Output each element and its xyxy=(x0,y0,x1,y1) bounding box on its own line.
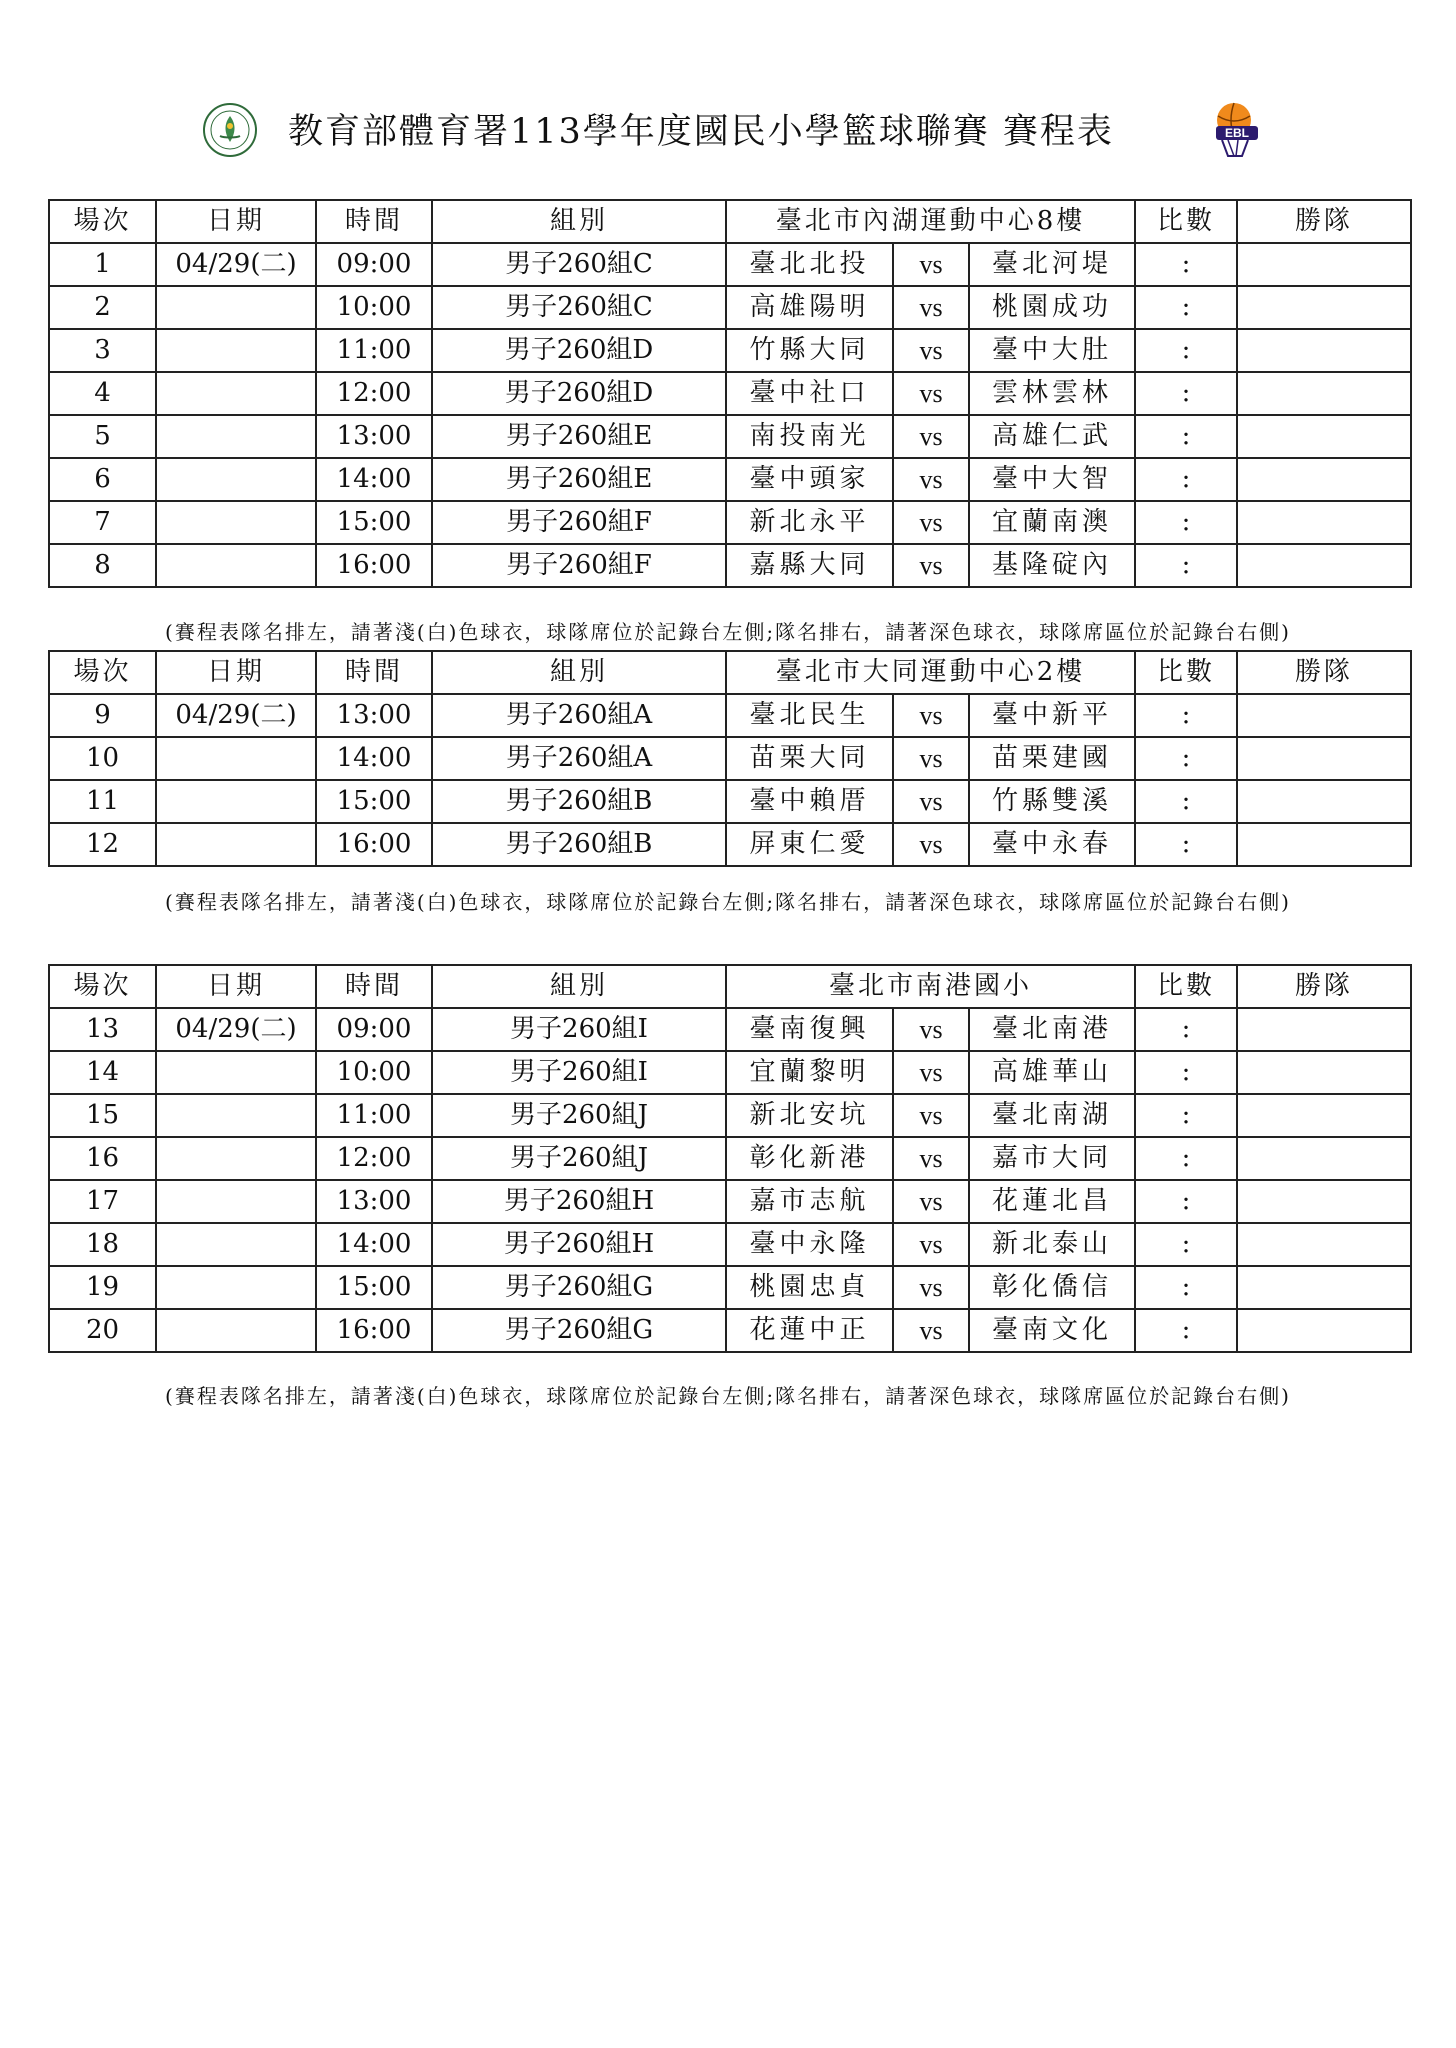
score-cell: : xyxy=(1135,458,1237,501)
match-date xyxy=(156,415,316,458)
winner-cell xyxy=(1237,415,1411,458)
score-cell: : xyxy=(1135,823,1237,866)
table-row xyxy=(49,1180,1411,1223)
match-no: 9 xyxy=(49,694,156,737)
away-team: 苗栗建國 xyxy=(969,737,1135,780)
home-team: 臺南復興 xyxy=(726,1008,893,1051)
schedule-table-2 xyxy=(48,650,1412,867)
table-row xyxy=(49,1051,1411,1094)
match-no: 10 xyxy=(49,737,156,780)
vs-label: vs xyxy=(893,1051,969,1094)
header-winner: 勝隊 xyxy=(1237,965,1411,1008)
match-time: 12:00 xyxy=(316,1137,432,1180)
vs-label: vs xyxy=(893,1008,969,1051)
header-no: 場次 xyxy=(49,651,156,694)
vs-label: vs xyxy=(893,372,969,415)
home-team: 高雄陽明 xyxy=(726,286,893,329)
away-team: 宜蘭南澳 xyxy=(969,501,1135,544)
match-group: 男子260組H xyxy=(432,1223,726,1266)
home-team: 宜蘭黎明 xyxy=(726,1051,893,1094)
vs-label: vs xyxy=(893,1266,969,1309)
winner-cell xyxy=(1237,458,1411,501)
score-cell: : xyxy=(1135,372,1237,415)
schedule-table-1 xyxy=(48,199,1412,588)
vs-label: vs xyxy=(893,501,969,544)
away-team: 高雄仁武 xyxy=(969,415,1135,458)
header-score: 比數 xyxy=(1135,965,1237,1008)
home-team: 臺中社口 xyxy=(726,372,893,415)
score-cell: : xyxy=(1135,544,1237,587)
match-date xyxy=(156,780,316,823)
table-row xyxy=(49,501,1411,544)
winner-cell xyxy=(1237,823,1411,866)
table-row xyxy=(49,329,1411,372)
match-time: 16:00 xyxy=(316,544,432,587)
vs-label: vs xyxy=(893,1180,969,1223)
header-venue: 臺北市南港國小 xyxy=(726,965,1135,1008)
away-team: 高雄華山 xyxy=(969,1051,1135,1094)
winner-cell xyxy=(1237,1223,1411,1266)
score-cell: : xyxy=(1135,1266,1237,1309)
home-team: 屏東仁愛 xyxy=(726,823,893,866)
score-cell: : xyxy=(1135,1094,1237,1137)
table-row xyxy=(49,286,1411,329)
match-no: 6 xyxy=(49,458,156,501)
header-no: 場次 xyxy=(49,965,156,1008)
winner-cell xyxy=(1237,1309,1411,1352)
score-cell: : xyxy=(1135,415,1237,458)
match-group: 男子260組C xyxy=(432,243,726,286)
home-team: 南投南光 xyxy=(726,415,893,458)
match-date xyxy=(156,823,316,866)
match-group: 男子260組D xyxy=(432,329,726,372)
match-group: 男子260組J xyxy=(432,1137,726,1180)
match-group: 男子260組A xyxy=(432,694,726,737)
header-winner: 勝隊 xyxy=(1237,200,1411,243)
home-team: 臺中頭家 xyxy=(726,458,893,501)
match-date xyxy=(156,329,316,372)
ebl-logo-text xyxy=(1225,126,1249,140)
match-time: 13:00 xyxy=(316,694,432,737)
table-row xyxy=(49,1223,1411,1266)
away-team: 臺北南港 xyxy=(969,1008,1135,1051)
header-winner: 勝隊 xyxy=(1237,651,1411,694)
match-no: 7 xyxy=(49,501,156,544)
vs-label: vs xyxy=(893,1309,969,1352)
header-time: 時間 xyxy=(316,200,432,243)
table-header-row xyxy=(49,200,1411,243)
match-group: 男子260組G xyxy=(432,1266,726,1309)
ebl-logo-icon xyxy=(1208,100,1266,158)
header-no: 場次 xyxy=(49,200,156,243)
match-no: 18 xyxy=(49,1223,156,1266)
match-date xyxy=(156,1094,316,1137)
home-team: 嘉市志航 xyxy=(726,1180,893,1223)
vs-label: vs xyxy=(893,243,969,286)
match-no: 19 xyxy=(49,1266,156,1309)
match-date xyxy=(156,372,316,415)
away-team: 彰化僑信 xyxy=(969,1266,1135,1309)
winner-cell xyxy=(1237,780,1411,823)
match-date: 04/29(二) xyxy=(156,1008,316,1051)
home-team: 臺中賴厝 xyxy=(726,780,893,823)
match-group: 男子260組A xyxy=(432,737,726,780)
vs-label: vs xyxy=(893,286,969,329)
match-group: 男子260組E xyxy=(432,415,726,458)
match-no: 15 xyxy=(49,1094,156,1137)
match-time: 16:00 xyxy=(316,1309,432,1352)
match-date xyxy=(156,737,316,780)
away-team: 臺中新平 xyxy=(969,694,1135,737)
jersey-note: (賽程表隊名排左，請著淺(白)色球衣，球隊席位於記錄台左側;隊名排右，請著深色球衣，球隊席區位於記錄台右側) xyxy=(165,1384,1291,1408)
match-date: 04/29(二) xyxy=(156,243,316,286)
table-row xyxy=(49,243,1411,286)
home-team: 苗栗大同 xyxy=(726,737,893,780)
away-team: 新北泰山 xyxy=(969,1223,1135,1266)
header-venue: 臺北市大同運動中心2樓 xyxy=(726,651,1135,694)
match-no: 8 xyxy=(49,544,156,587)
winner-cell xyxy=(1237,1180,1411,1223)
score-cell: : xyxy=(1135,694,1237,737)
score-cell: : xyxy=(1135,1008,1237,1051)
match-date xyxy=(156,286,316,329)
winner-cell xyxy=(1237,329,1411,372)
match-time: 10:00 xyxy=(316,286,432,329)
vs-label: vs xyxy=(893,544,969,587)
table-row xyxy=(49,823,1411,866)
winner-cell xyxy=(1237,1008,1411,1051)
table-row xyxy=(49,1266,1411,1309)
match-date xyxy=(156,1051,316,1094)
winner-cell xyxy=(1237,243,1411,286)
score-cell: : xyxy=(1135,1180,1237,1223)
home-team: 花蓮中正 xyxy=(726,1309,893,1352)
table-row xyxy=(49,544,1411,587)
match-group: 男子260組H xyxy=(432,1180,726,1223)
score-cell: : xyxy=(1135,1309,1237,1352)
jersey-note: (賽程表隊名排左，請著淺(白)色球衣，球隊席位於記錄台左側;隊名排右，請著深色球衣，球隊席區位於記錄台右側) xyxy=(165,620,1291,644)
table-header-row xyxy=(49,965,1411,1008)
match-no: 11 xyxy=(49,780,156,823)
match-time: 15:00 xyxy=(316,501,432,544)
score-cell: : xyxy=(1135,501,1237,544)
svg-text:EBL: EBL xyxy=(1225,126,1249,140)
table-row xyxy=(49,1094,1411,1137)
match-time: 12:00 xyxy=(316,372,432,415)
home-team: 臺中永隆 xyxy=(726,1223,893,1266)
header-group: 組別 xyxy=(432,200,726,243)
match-group: 男子260組B xyxy=(432,780,726,823)
match-no: 2 xyxy=(49,286,156,329)
score-cell: : xyxy=(1135,780,1237,823)
score-cell: : xyxy=(1135,286,1237,329)
away-team: 臺北南湖 xyxy=(969,1094,1135,1137)
vs-label: vs xyxy=(893,823,969,866)
match-no: 12 xyxy=(49,823,156,866)
match-no: 14 xyxy=(49,1051,156,1094)
vs-label: vs xyxy=(893,1223,969,1266)
match-time: 16:00 xyxy=(316,823,432,866)
table-row xyxy=(49,694,1411,737)
match-date xyxy=(156,501,316,544)
page-title: 教育部體育署113學年度國民小學籃球聯賽 賽程表 xyxy=(288,112,1114,152)
score-cell: : xyxy=(1135,243,1237,286)
home-team: 竹縣大同 xyxy=(726,329,893,372)
header-group: 組別 xyxy=(432,965,726,1008)
away-team: 臺中永春 xyxy=(969,823,1135,866)
match-time: 11:00 xyxy=(316,1094,432,1137)
table-row xyxy=(49,415,1411,458)
header-venue: 臺北市內湖運動中心8樓 xyxy=(726,200,1135,243)
away-team: 花蓮北昌 xyxy=(969,1180,1135,1223)
match-time: 14:00 xyxy=(316,458,432,501)
table-row xyxy=(49,1309,1411,1352)
jersey-note: (賽程表隊名排左，請著淺(白)色球衣，球隊席位於記錄台左側;隊名排右，請著深色球衣，球隊席區位於記錄台右側) xyxy=(165,890,1291,914)
match-group: 男子260組C xyxy=(432,286,726,329)
match-no: 3 xyxy=(49,329,156,372)
winner-cell xyxy=(1237,694,1411,737)
away-team: 臺南文化 xyxy=(969,1309,1135,1352)
schedule-table-3 xyxy=(48,964,1412,1353)
match-time: 11:00 xyxy=(316,329,432,372)
match-time: 15:00 xyxy=(316,1266,432,1309)
match-group: 男子260組J xyxy=(432,1094,726,1137)
header-date: 日期 xyxy=(156,965,316,1008)
match-group: 男子260組D xyxy=(432,372,726,415)
match-time: 10:00 xyxy=(316,1051,432,1094)
match-no: 17 xyxy=(49,1180,156,1223)
match-time: 14:00 xyxy=(316,1223,432,1266)
header-date: 日期 xyxy=(156,651,316,694)
header-score: 比數 xyxy=(1135,200,1237,243)
match-group: 男子260組I xyxy=(432,1008,726,1051)
match-group: 男子260組E xyxy=(432,458,726,501)
table-row xyxy=(49,458,1411,501)
winner-cell xyxy=(1237,544,1411,587)
home-team: 臺北北投 xyxy=(726,243,893,286)
winner-cell xyxy=(1237,1094,1411,1137)
vs-label: vs xyxy=(893,780,969,823)
header-time: 時間 xyxy=(316,651,432,694)
away-team: 桃園成功 xyxy=(969,286,1135,329)
header-group: 組別 xyxy=(432,651,726,694)
match-no: 13 xyxy=(49,1008,156,1051)
away-team: 竹縣雙溪 xyxy=(969,780,1135,823)
match-date xyxy=(156,1266,316,1309)
match-date xyxy=(156,1137,316,1180)
table-row xyxy=(49,1137,1411,1180)
table-row xyxy=(49,780,1411,823)
score-cell: : xyxy=(1135,1223,1237,1266)
match-group: 男子260組B xyxy=(432,823,726,866)
table-row xyxy=(49,1008,1411,1051)
header-time: 時間 xyxy=(316,965,432,1008)
home-team: 新北安坑 xyxy=(726,1094,893,1137)
match-group: 男子260組G xyxy=(432,1309,726,1352)
winner-cell xyxy=(1237,501,1411,544)
table-row xyxy=(49,737,1411,780)
score-cell: : xyxy=(1135,737,1237,780)
score-cell: : xyxy=(1135,329,1237,372)
ministry-seal-icon xyxy=(202,102,258,158)
winner-cell xyxy=(1237,286,1411,329)
away-team: 臺中大智 xyxy=(969,458,1135,501)
vs-label: vs xyxy=(893,458,969,501)
table-header-row xyxy=(49,651,1411,694)
vs-label: vs xyxy=(893,415,969,458)
match-time: 09:00 xyxy=(316,243,432,286)
home-team: 彰化新港 xyxy=(726,1137,893,1180)
match-time: 15:00 xyxy=(316,780,432,823)
score-cell: : xyxy=(1135,1051,1237,1094)
away-team: 臺北河堤 xyxy=(969,243,1135,286)
winner-cell xyxy=(1237,372,1411,415)
match-time: 13:00 xyxy=(316,415,432,458)
score-cell: : xyxy=(1135,1137,1237,1180)
winner-cell xyxy=(1237,737,1411,780)
match-group: 男子260組F xyxy=(432,544,726,587)
match-no: 1 xyxy=(49,243,156,286)
match-no: 4 xyxy=(49,372,156,415)
match-group: 男子260組I xyxy=(432,1051,726,1094)
match-no: 5 xyxy=(49,415,156,458)
winner-cell xyxy=(1237,1266,1411,1309)
away-team: 雲林雲林 xyxy=(969,372,1135,415)
vs-label: vs xyxy=(893,694,969,737)
vs-label: vs xyxy=(893,737,969,780)
home-team: 嘉縣大同 xyxy=(726,544,893,587)
match-group: 男子260組F xyxy=(432,501,726,544)
match-date xyxy=(156,1223,316,1266)
home-team: 桃園忠貞 xyxy=(726,1266,893,1309)
vs-label: vs xyxy=(893,329,969,372)
match-time: 14:00 xyxy=(316,737,432,780)
match-time: 13:00 xyxy=(316,1180,432,1223)
home-team: 臺北民生 xyxy=(726,694,893,737)
winner-cell xyxy=(1237,1051,1411,1094)
header-date: 日期 xyxy=(156,200,316,243)
match-date xyxy=(156,544,316,587)
vs-label: vs xyxy=(893,1137,969,1180)
vs-label: vs xyxy=(893,1094,969,1137)
match-date xyxy=(156,458,316,501)
table-row xyxy=(49,372,1411,415)
away-team: 基隆碇內 xyxy=(969,544,1135,587)
match-date xyxy=(156,1309,316,1352)
header-score: 比數 xyxy=(1135,651,1237,694)
match-date: 04/29(二) xyxy=(156,694,316,737)
match-no: 20 xyxy=(49,1309,156,1352)
away-team: 嘉市大同 xyxy=(969,1137,1135,1180)
winner-cell xyxy=(1237,1137,1411,1180)
away-team: 臺中大肚 xyxy=(969,329,1135,372)
match-date xyxy=(156,1180,316,1223)
page-header xyxy=(0,96,1456,166)
match-no: 16 xyxy=(49,1137,156,1180)
match-time: 09:00 xyxy=(316,1008,432,1051)
home-team: 新北永平 xyxy=(726,501,893,544)
